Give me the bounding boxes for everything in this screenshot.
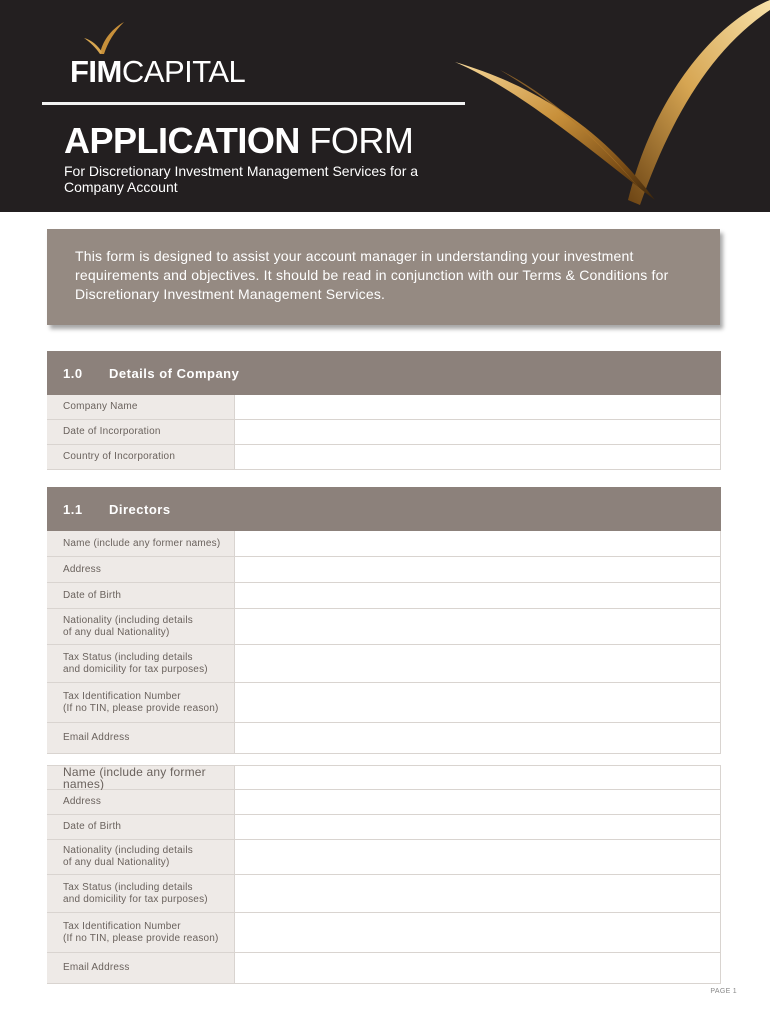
field-label: Name (include any former names)	[47, 531, 234, 556]
logo-text-bold: FIM	[70, 54, 122, 89]
form-row	[47, 766, 721, 790]
company-name-field[interactable]	[234, 395, 721, 419]
section-number: 1.1	[63, 501, 83, 517]
form-row	[47, 953, 721, 984]
title-bold: APPLICATION	[64, 120, 300, 161]
header-banner	[0, 0, 770, 212]
director-1-tax-status-field[interactable]	[234, 645, 721, 682]
field-label: Email Address	[47, 953, 234, 983]
field-label: Nationality (including details of any dual Nationality)	[47, 840, 234, 874]
director-1-fields	[47, 531, 721, 754]
logo-leaf-icon	[82, 20, 132, 56]
form-row	[47, 645, 721, 683]
field-label: Company Name	[47, 395, 234, 419]
gold-ribbon-graphic	[440, 0, 770, 212]
page-subtitle: For Discretionary Investment Management Services for a Company Account	[64, 163, 419, 195]
director-1-nationality-field[interactable]	[234, 609, 721, 644]
intro-box	[47, 229, 720, 325]
form-row	[47, 913, 721, 953]
form-row	[47, 420, 721, 445]
director-2-name-field[interactable]	[234, 766, 721, 789]
field-label: Email Address	[47, 723, 234, 753]
director-1-address-field[interactable]	[234, 557, 721, 582]
field-label: Nationality (including details of any dual Nationality)	[47, 609, 234, 644]
director-2-email-field[interactable]	[234, 953, 721, 983]
director-1-date-of-birth-field[interactable]	[234, 583, 721, 608]
section-title: Details of Company	[109, 365, 240, 381]
intro-text: This form is designed to assist your account manager in understanding your investment requirements and objectives. It should be read in conjunction with our Terms & Conditions for Discretionary Investment Management Services.	[75, 248, 669, 302]
field-label: Tax Status (including details and domicility for tax purposes)	[47, 645, 234, 682]
header-divider	[42, 102, 465, 105]
logo-text-regular: CAPITAL	[121, 54, 246, 89]
form-row	[47, 445, 721, 470]
form-row	[47, 683, 721, 723]
page-number: PAGE 1	[710, 988, 737, 995]
field-label: Date of Incorporation	[47, 420, 234, 444]
field-label: Country of Incorporation	[47, 445, 234, 469]
section-header	[47, 351, 721, 395]
director-1-email-field[interactable]	[234, 723, 721, 753]
field-label: Date of Birth	[47, 583, 234, 608]
director-2-block	[47, 765, 721, 984]
form-row	[47, 609, 721, 645]
form-row	[47, 557, 721, 583]
field-label: Address	[47, 557, 234, 582]
form-row	[47, 815, 721, 840]
form-row	[47, 723, 721, 754]
form-row	[47, 840, 721, 875]
director-1-tin-field[interactable]	[234, 683, 721, 722]
section-directors	[47, 487, 721, 754]
field-label: Name (include any former names)	[47, 766, 234, 789]
field-label: Date of Birth	[47, 815, 234, 839]
field-label: Tax Status (including details and domicility for tax purposes)	[47, 875, 234, 912]
field-label: Tax Identification Number (If no TIN, please provide reason)	[47, 913, 234, 952]
title-regular: FORM	[309, 120, 414, 161]
field-label: Address	[47, 790, 234, 814]
director-2-tin-field[interactable]	[234, 913, 721, 952]
section-company-details	[47, 351, 721, 470]
form-row	[47, 790, 721, 815]
field-label: Tax Identification Number (If no TIN, please provide reason)	[47, 683, 234, 722]
form-row	[47, 875, 721, 913]
form-row	[47, 583, 721, 609]
country-of-incorporation-field[interactable]	[234, 445, 721, 469]
form-row	[47, 531, 721, 557]
director-2-address-field[interactable]	[234, 790, 721, 814]
date-of-incorporation-field[interactable]	[234, 420, 721, 444]
section-number: 1.0	[63, 365, 83, 381]
director-2-date-of-birth-field[interactable]	[234, 815, 721, 839]
form-row	[47, 395, 721, 420]
director-2-fields	[47, 766, 721, 984]
page-title	[64, 120, 413, 162]
director-1-name-field[interactable]	[234, 531, 721, 556]
section-title: Directors	[109, 501, 171, 517]
director-2-tax-status-field[interactable]	[234, 875, 721, 912]
section-header	[47, 487, 721, 531]
director-2-nationality-field[interactable]	[234, 840, 721, 874]
